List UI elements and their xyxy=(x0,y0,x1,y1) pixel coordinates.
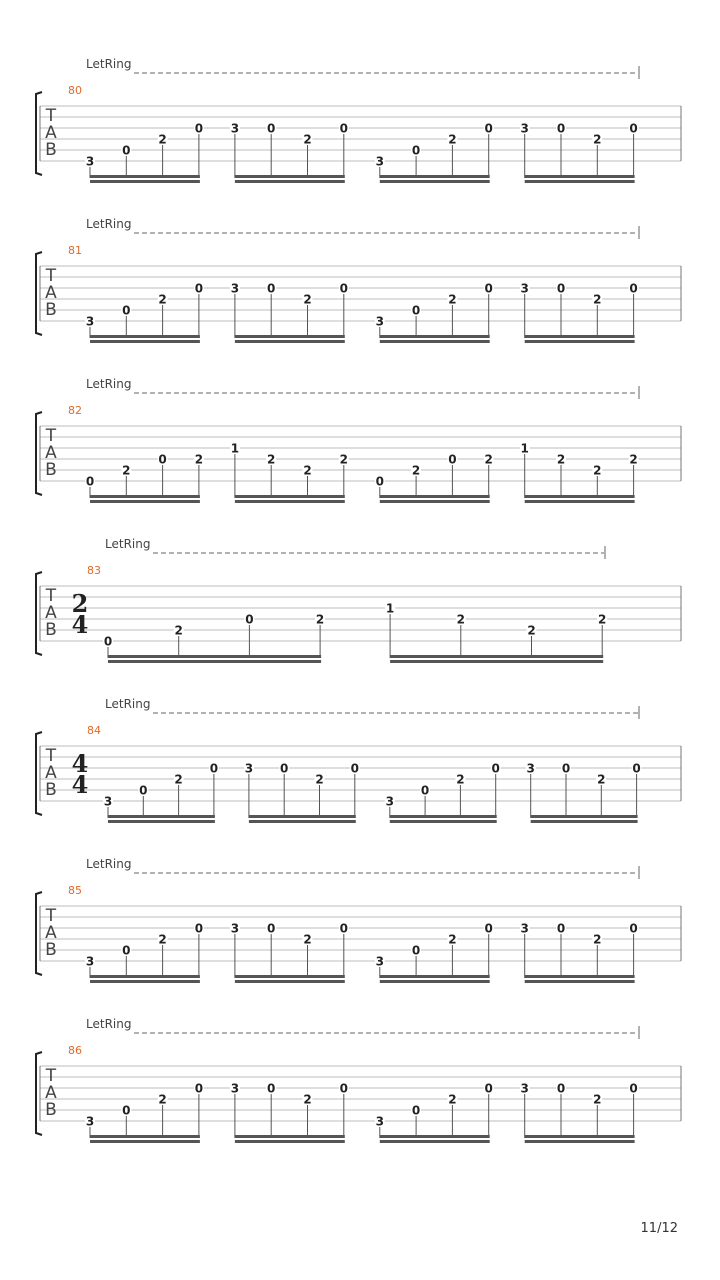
beam-primary xyxy=(235,495,345,498)
measure-number: 82 xyxy=(68,404,82,417)
fret-number: 2 xyxy=(411,463,421,478)
beam-secondary xyxy=(90,500,200,503)
beam-secondary xyxy=(108,660,321,663)
time-signature-bottom: 4 xyxy=(71,610,89,639)
measure-number: 85 xyxy=(68,884,82,897)
beam-secondary xyxy=(525,1140,635,1143)
fret-number: 0 xyxy=(420,783,430,798)
fret-number: 2 xyxy=(629,452,638,467)
time-signature-top: 4 xyxy=(71,749,89,778)
fret-number: 0 xyxy=(85,474,95,489)
beam-secondary xyxy=(390,820,497,823)
fret-number: 0 xyxy=(194,121,204,136)
beam-secondary xyxy=(380,500,490,503)
fret-number: 0 xyxy=(632,761,641,776)
fret-number: 0 xyxy=(556,921,566,936)
beam-primary xyxy=(235,335,345,338)
fret-number: 2 xyxy=(158,292,167,307)
beam-primary xyxy=(390,815,497,818)
fret-number: 2 xyxy=(456,772,465,787)
fret-number: 0 xyxy=(122,303,131,318)
fret-number: 0 xyxy=(375,474,384,489)
fret-number: 2 xyxy=(448,132,457,147)
tab-clef-letter: T xyxy=(45,1066,57,1086)
fret-number: 0 xyxy=(103,634,113,649)
measure-number: 81 xyxy=(68,244,82,257)
beam-secondary xyxy=(390,660,603,663)
fret-number: 0 xyxy=(194,281,204,296)
tab-clef-letter: T xyxy=(45,426,57,446)
tab-clef-letter: T xyxy=(45,106,57,126)
fret-number: 0 xyxy=(484,921,493,936)
beam-secondary xyxy=(525,500,635,503)
let-ring-label: LetRing xyxy=(86,1017,132,1031)
fret-number: 2 xyxy=(484,452,493,467)
fret-number: 2 xyxy=(315,612,325,627)
fret-number: 0 xyxy=(267,1081,276,1096)
beam-primary xyxy=(235,175,345,178)
fret-number: 2 xyxy=(158,932,167,947)
fret-number: 0 xyxy=(245,612,254,627)
fret-number: 1 xyxy=(230,441,240,456)
beam-primary xyxy=(380,175,490,178)
beam-primary xyxy=(380,975,490,978)
fret-number: 0 xyxy=(122,143,131,158)
let-ring-label: LetRing xyxy=(86,217,132,231)
time-signature-bottom: 4 xyxy=(71,770,89,799)
fret-number: 0 xyxy=(194,921,204,936)
fret-number: 2 xyxy=(448,932,457,947)
beam-primary xyxy=(108,655,321,658)
fret-number: 0 xyxy=(280,761,289,776)
fret-number: 2 xyxy=(303,292,312,307)
fret-number: 0 xyxy=(158,452,167,467)
fret-number: 0 xyxy=(484,281,493,296)
fret-number: 0 xyxy=(484,121,493,136)
beam-primary xyxy=(525,335,635,338)
beam-secondary xyxy=(235,180,345,183)
fret-number: 3 xyxy=(230,1081,240,1096)
fret-number: 1 xyxy=(385,601,395,616)
fret-number: 3 xyxy=(520,1081,529,1096)
fret-number: 2 xyxy=(448,1092,457,1107)
beam-secondary xyxy=(90,980,200,983)
tab-clef-letter: T xyxy=(45,266,57,286)
fret-number: 0 xyxy=(339,281,348,296)
tab-clef-letter: B xyxy=(45,460,57,480)
beam-secondary xyxy=(380,1140,490,1143)
beam-secondary xyxy=(90,180,200,183)
beam-secondary xyxy=(90,340,200,343)
fret-number: 3 xyxy=(230,921,240,936)
fret-number: 1 xyxy=(520,441,529,456)
fret-number: 0 xyxy=(411,143,421,158)
fret-number: 2 xyxy=(303,463,312,478)
beam-secondary xyxy=(108,820,215,823)
tab-clef-letter: B xyxy=(45,780,57,800)
tab-clef-letter: A xyxy=(45,123,57,143)
beam-primary xyxy=(525,975,635,978)
fret-number: 0 xyxy=(122,1103,131,1118)
fret-number: 2 xyxy=(158,1092,167,1107)
fret-number: 3 xyxy=(85,154,95,169)
fret-number: 3 xyxy=(385,794,394,809)
let-ring-label: LetRing xyxy=(86,377,132,391)
beam-primary xyxy=(249,815,356,818)
fret-number: 2 xyxy=(315,772,324,787)
tab-clef-letter: A xyxy=(45,603,57,623)
tab-clef-letter: A xyxy=(45,1083,57,1103)
tab-clef-letter: A xyxy=(45,443,57,463)
fret-number: 0 xyxy=(267,281,276,296)
beam-secondary xyxy=(380,180,490,183)
tab-clef-letter: B xyxy=(45,140,57,160)
fret-number: 2 xyxy=(122,463,131,478)
fret-number: 0 xyxy=(122,943,131,958)
fret-number: 0 xyxy=(267,121,276,136)
beam-primary xyxy=(525,495,635,498)
fret-number: 0 xyxy=(339,121,348,136)
let-ring-label: LetRing xyxy=(86,57,132,71)
beam-secondary xyxy=(90,1140,200,1143)
beam-primary xyxy=(235,975,345,978)
fret-number: 3 xyxy=(520,921,529,936)
fret-number: 0 xyxy=(629,1081,638,1096)
fret-number: 3 xyxy=(230,281,240,296)
fret-number: 3 xyxy=(520,121,529,136)
fret-number: 0 xyxy=(629,121,638,136)
fret-number: 2 xyxy=(158,132,167,147)
fret-number: 2 xyxy=(593,292,602,307)
system-bracket xyxy=(36,572,42,655)
fret-number: 3 xyxy=(85,314,95,329)
fret-number: 2 xyxy=(456,612,465,627)
page-number: 11/12 xyxy=(640,1221,678,1236)
beam-primary xyxy=(525,1135,635,1138)
fret-number: 3 xyxy=(526,761,535,776)
beam-secondary xyxy=(235,500,345,503)
beam-primary xyxy=(108,815,215,818)
beam-primary xyxy=(380,495,490,498)
fret-number: 0 xyxy=(484,1081,493,1096)
fret-number: 3 xyxy=(244,761,254,776)
beam-secondary xyxy=(249,820,356,823)
beam-primary xyxy=(380,335,490,338)
tab-clef-letter: A xyxy=(45,283,57,303)
beam-secondary xyxy=(525,180,635,183)
beam-primary xyxy=(525,175,635,178)
fret-number: 2 xyxy=(598,612,607,627)
beam-secondary xyxy=(525,980,635,983)
fret-number: 3 xyxy=(375,1114,384,1129)
fret-number: 2 xyxy=(597,772,606,787)
fret-number: 0 xyxy=(411,943,421,958)
tab-clef-letter: B xyxy=(45,940,57,960)
measure-number: 84 xyxy=(87,724,101,737)
fret-number: 2 xyxy=(194,452,204,467)
beam-primary xyxy=(90,495,200,498)
fret-number: 0 xyxy=(556,121,566,136)
beam-primary xyxy=(90,335,200,338)
fret-number: 2 xyxy=(593,132,602,147)
beam-secondary xyxy=(525,340,635,343)
let-ring-label: LetRing xyxy=(86,857,132,871)
fret-number: 0 xyxy=(556,281,566,296)
system-bracket xyxy=(36,252,42,335)
fret-number: 0 xyxy=(339,1081,348,1096)
let-ring-label: LetRing xyxy=(105,697,151,711)
let-ring-label: LetRing xyxy=(105,537,151,551)
time-signature-top: 2 xyxy=(71,589,89,618)
fret-number: 0 xyxy=(339,921,348,936)
fret-number: 0 xyxy=(267,921,276,936)
fret-number: 2 xyxy=(303,932,312,947)
fret-number: 0 xyxy=(556,1081,566,1096)
fret-number: 2 xyxy=(174,772,183,787)
tab-clef-letter: T xyxy=(45,586,57,606)
fret-number: 3 xyxy=(375,154,384,169)
tab-clef-letter: T xyxy=(45,746,57,766)
tab-clef-letter: B xyxy=(45,620,57,640)
fret-number: 3 xyxy=(375,314,384,329)
fret-number: 0 xyxy=(350,761,359,776)
beam-secondary xyxy=(380,980,490,983)
system-bracket xyxy=(36,1052,42,1135)
system-bracket xyxy=(36,892,42,975)
fret-number: 2 xyxy=(556,452,566,467)
fret-number: 0 xyxy=(209,761,219,776)
fret-number: 2 xyxy=(593,932,602,947)
beam-primary xyxy=(90,975,200,978)
beam-primary xyxy=(380,1135,490,1138)
beam-secondary xyxy=(531,820,638,823)
fret-number: 2 xyxy=(593,463,602,478)
beam-primary xyxy=(531,815,638,818)
system-bracket xyxy=(36,732,42,815)
fret-number: 0 xyxy=(448,452,457,467)
beam-secondary xyxy=(235,980,345,983)
fret-number: 0 xyxy=(491,761,500,776)
fret-number: 2 xyxy=(339,452,348,467)
fret-number: 3 xyxy=(230,121,240,136)
fret-number: 3 xyxy=(520,281,529,296)
fret-number: 3 xyxy=(85,954,95,969)
beam-secondary xyxy=(235,1140,345,1143)
fret-number: 0 xyxy=(194,1081,204,1096)
fret-number: 2 xyxy=(527,623,536,638)
fret-number: 2 xyxy=(448,292,457,307)
measure-number: 80 xyxy=(68,84,82,97)
fret-number: 0 xyxy=(561,761,571,776)
fret-number: 2 xyxy=(174,623,183,638)
fret-number: 2 xyxy=(267,452,276,467)
system-bracket xyxy=(36,412,42,495)
tab-clef-letter: T xyxy=(45,906,57,926)
tab-clef-letter: A xyxy=(45,763,57,783)
fret-number: 3 xyxy=(103,794,113,809)
fret-number: 3 xyxy=(85,1114,95,1129)
fret-number: 2 xyxy=(593,1092,602,1107)
system-bracket xyxy=(36,92,42,175)
beam-secondary xyxy=(235,340,345,343)
tab-clef-letter: A xyxy=(45,923,57,943)
fret-number: 2 xyxy=(303,1092,312,1107)
fret-number: 0 xyxy=(629,921,638,936)
fret-number: 0 xyxy=(411,303,421,318)
fret-number: 3 xyxy=(375,954,384,969)
fret-number: 0 xyxy=(139,783,148,798)
beam-secondary xyxy=(380,340,490,343)
fret-number: 2 xyxy=(303,132,312,147)
measure-number: 86 xyxy=(68,1044,82,1057)
beam-primary xyxy=(90,1135,200,1138)
beam-primary xyxy=(390,655,603,658)
measure-number: 83 xyxy=(87,564,101,577)
tab-clef-letter: B xyxy=(45,300,57,320)
fret-number: 0 xyxy=(411,1103,421,1118)
tab-clef-letter: B xyxy=(45,1100,57,1120)
fret-number: 0 xyxy=(629,281,638,296)
beam-primary xyxy=(90,175,200,178)
beam-primary xyxy=(235,1135,345,1138)
